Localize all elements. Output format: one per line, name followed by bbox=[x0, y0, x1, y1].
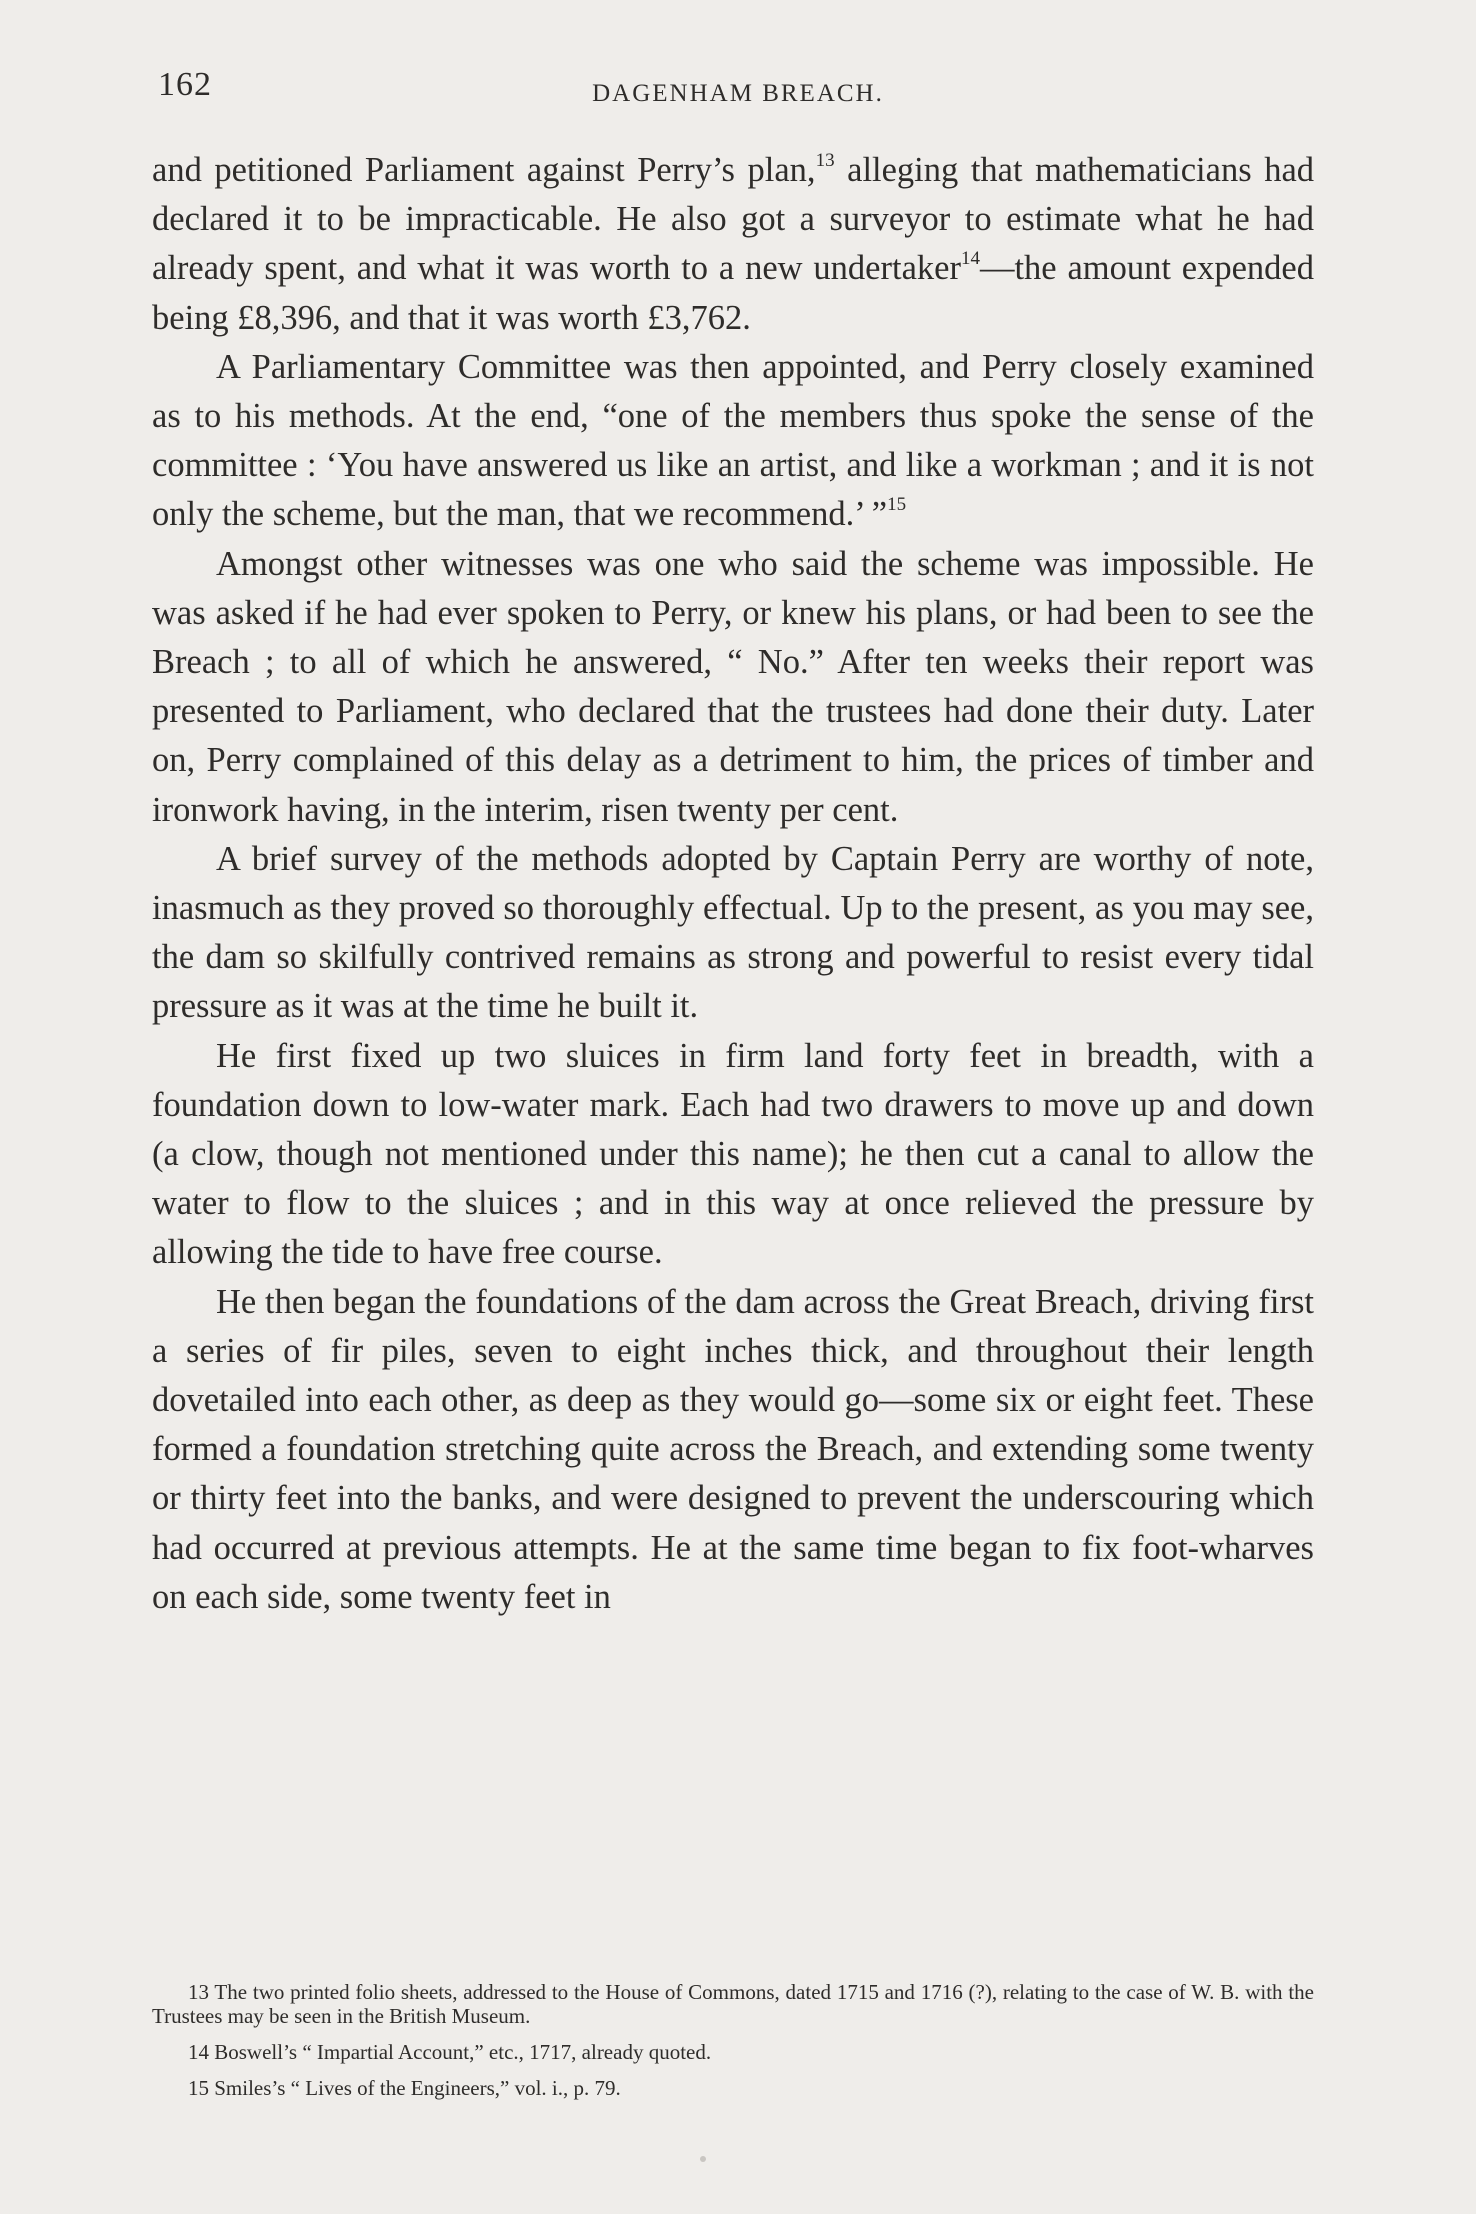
paragraph-1-text-a: and petitioned Parliament against Perry’s plan, bbox=[152, 151, 816, 189]
paragraph-3: Amongst other witnesses was one who said the scheme was impossible. He was asked if he had ever spoken to Perry, or knew his plans, or had been to see the Breach ; to all of which he answered, “ No.” After ten weeks their report was presented to Parliament, who declared that the trustees had done their duty. Later on, Perry complained of this delay as a detriment to him, the prices of timber and ironwork having, in the interim, risen twenty per cent. bbox=[152, 544, 1314, 829]
paragraph-2 bbox=[152, 343, 1314, 540]
paragraph-4: A brief survey of the methods adopted by Captain Perry are worthy of note, inasmuch as they proved so thoroughly effectual. Up to the present, as you may see, the dam so skilfully contrived remains as strong and powerful to resist every tidal pressure as it was at the time he built it. bbox=[152, 839, 1314, 1026]
footnotes bbox=[152, 1980, 1314, 2112]
paragraph-2-text: A Parliamentary Committee was then appointed, and Perry closely examined as to his methods. At the end, “one of the members thus spoke the sense of the committee : ‘You have answered us like an artist, and like a workman ; and it is not only the scheme, but the man, that we recommend.’ ” bbox=[152, 347, 1314, 534]
body-text bbox=[152, 146, 1314, 1622]
running-title: DAGENHAM BREACH. bbox=[592, 80, 884, 107]
footnote-ref-13[interactable]: 13 bbox=[815, 149, 835, 171]
footnote-ref-15[interactable]: 15 bbox=[887, 493, 907, 515]
paper-speck bbox=[700, 2156, 706, 2162]
page-number: 162 bbox=[158, 66, 212, 103]
footnote-14: 14 Boswell’s “ Impartial Account,” etc., 1717, already quoted. bbox=[188, 2040, 712, 2064]
paragraph-1 bbox=[152, 146, 1314, 343]
paragraph-1-text-b: alleging that mathematicians had declared it to be impracticable. He also got a surveyor to estimate what he had already spent, and what it was worth to a new undertaker bbox=[152, 151, 1315, 288]
footnote-15: 15 Smiles’s “ Lives of the Engineers,” vol. i., p. 79. bbox=[188, 2076, 621, 2100]
footnote-ref-14[interactable]: 14 bbox=[960, 247, 980, 269]
paragraph-6: He then began the foundations of the dam across the Great Breach, driving first a series of fir piles, seven to eight inches thick, and throughout their length dovetailed into each other, as deep as they would go—some six or eight feet. These formed a foundation stretching quite across the Breach, and extending some twenty or thirty feet into the banks, and were designed to prevent the underscouring which had occurred at previous attempts. He at the same time began to fix foot-wharves on each side, some twenty feet in bbox=[152, 1282, 1314, 1616]
paragraph-1-text-c: —the amount expended being £8,396, and that it was worth £3,762. bbox=[152, 249, 1314, 337]
paragraph-5: He first fixed up two sluices in firm land forty feet in breadth, with a foundation down to low-water mark. Each had two drawers to move up and down (a clow, though not mentioned under this name); he then cut a canal to allow the water to flow to the sluices ; and in this way at once relieved the pressure by allowing the tide to have free course. bbox=[152, 1036, 1314, 1272]
footnote-13: 13 The two printed folio sheets, addressed to the House of Commons, dated 1715 and 1716 (?), relating to the case of W. B. with the Trustees may be seen in the British Museum. bbox=[152, 1980, 1314, 2028]
